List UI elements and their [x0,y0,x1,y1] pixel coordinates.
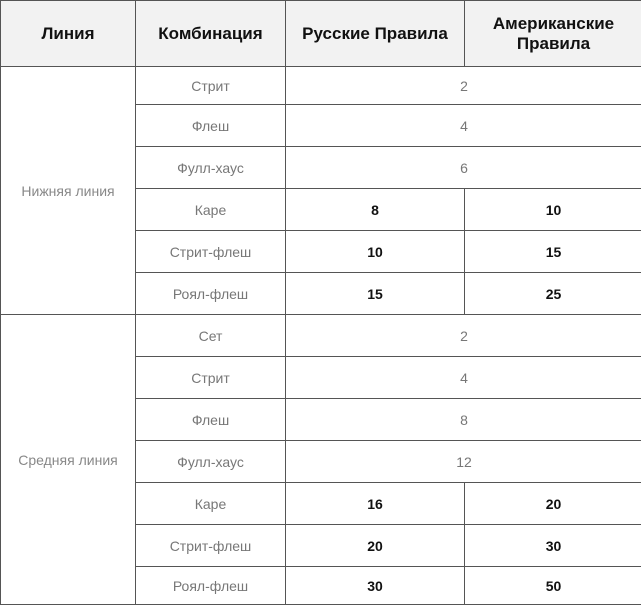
american-points-cell: 20 [465,483,641,525]
combination-cell: Стрит [136,357,286,399]
american-points-cell: 15 [465,231,641,273]
header-row [1,1,641,67]
shared-points-cell: 4 [286,105,641,147]
combination-cell: Каре [136,483,286,525]
table-row [1,67,641,105]
russian-points-cell: 20 [286,525,465,567]
russian-points-cell: 15 [286,273,465,315]
combination-cell: Сет [136,315,286,357]
american-points-cell: 30 [465,525,641,567]
header-american-rules: Американские Правила [465,1,641,67]
shared-points-cell: 12 [286,441,641,483]
combination-cell: Стрит [136,67,286,105]
header-combination: Комбинация [136,1,286,67]
combination-cell: Фулл-хаус [136,441,286,483]
header-russian-rules: Русские Правила [286,1,465,67]
shared-points-cell: 8 [286,399,641,441]
table-header [1,1,641,67]
shared-points-cell: 2 [286,67,641,105]
russian-points-cell: 16 [286,483,465,525]
table-row [1,315,641,357]
russian-points-cell: 30 [286,567,465,605]
line-name-cell: Нижняя линия [1,67,136,315]
combination-cell: Стрит-флеш [136,525,286,567]
shared-points-cell: 2 [286,315,641,357]
combination-cell: Роял-флеш [136,567,286,605]
combination-cell: Флеш [136,105,286,147]
combination-cell: Стрит-флеш [136,231,286,273]
american-points-cell: 25 [465,273,641,315]
table-body [1,67,641,605]
combination-cell: Флеш [136,399,286,441]
american-points-cell: 50 [465,567,641,605]
combination-cell: Роял-флеш [136,273,286,315]
combination-cell: Каре [136,189,286,231]
shared-points-cell: 4 [286,357,641,399]
line-name-cell: Средняя линия [1,315,136,605]
combination-cell: Фулл-хаус [136,147,286,189]
shared-points-cell: 6 [286,147,641,189]
russian-points-cell: 8 [286,189,465,231]
american-points-cell: 10 [465,189,641,231]
header-line: Линия [1,1,136,67]
russian-points-cell: 10 [286,231,465,273]
